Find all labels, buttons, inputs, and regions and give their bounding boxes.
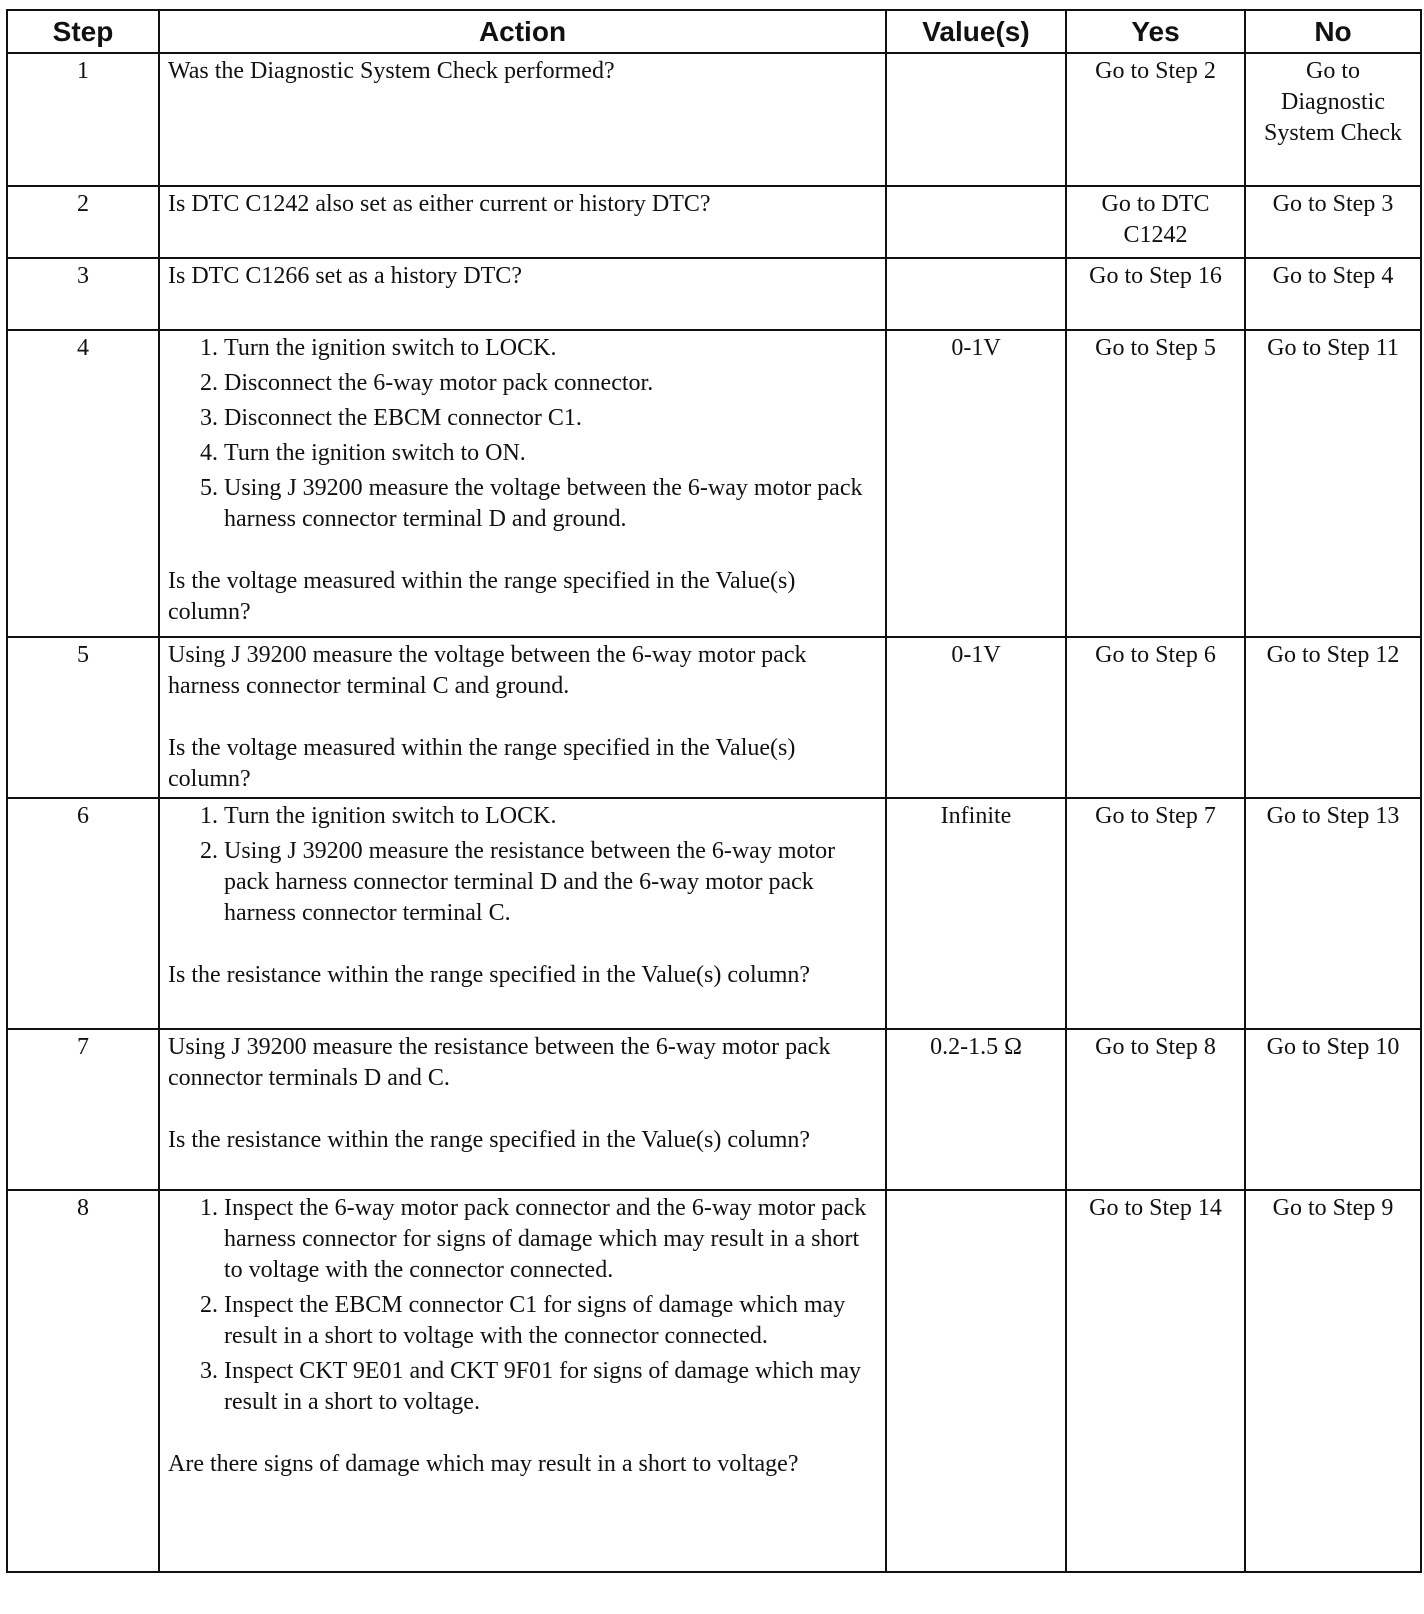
value-cell xyxy=(886,53,1066,186)
yes-cell: Go to DTC C1242 xyxy=(1066,186,1245,258)
action-steps-list xyxy=(168,1193,877,1418)
action-step-item: 1. Turn the ignition switch to LOCK. xyxy=(224,801,877,832)
table-row xyxy=(7,637,1421,798)
action-steps-list xyxy=(168,333,877,535)
value-cell: 0-1V xyxy=(886,637,1066,798)
value-cell xyxy=(886,258,1066,330)
header-yes: Yes xyxy=(1066,10,1245,53)
header-values: Value(s) xyxy=(886,10,1066,53)
action-question: Is the voltage measured within the range specified in the Value(s) column? xyxy=(168,735,796,792)
no-cell: Go to Diagnostic System Check xyxy=(1245,53,1421,186)
header-row xyxy=(7,10,1421,53)
action-question: Is DTC C1266 set as a history DTC? xyxy=(168,263,522,289)
action-cell xyxy=(159,637,886,798)
action-cell xyxy=(159,798,886,1029)
action-steps-list xyxy=(168,801,877,929)
action-cell xyxy=(159,186,886,258)
value-cell xyxy=(886,1190,1066,1572)
step-number: 5 xyxy=(7,637,159,798)
step-number: 2 xyxy=(7,186,159,258)
table-row xyxy=(7,1190,1421,1572)
table-row xyxy=(7,186,1421,258)
step-number: 6 xyxy=(7,798,159,1029)
action-instruction: Using J 39200 measure the resistance between the 6-way motor pack connector terminals D and C. xyxy=(168,1034,831,1091)
no-cell: Go to Step 3 xyxy=(1245,186,1421,258)
action-cell xyxy=(159,53,886,186)
action-step-item: 2. Disconnect the 6-way motor pack connector. xyxy=(224,368,877,399)
table-row xyxy=(7,258,1421,330)
yes-cell: Go to Step 16 xyxy=(1066,258,1245,330)
yes-cell: Go to Step 2 xyxy=(1066,53,1245,186)
action-step-item: 5. Using J 39200 measure the voltage between the 6-way motor pack harness connector terminal D and ground. xyxy=(224,473,877,535)
action-cell xyxy=(159,1029,886,1190)
action-step-item: 4. Turn the ignition switch to ON. xyxy=(224,438,877,469)
header-no: No xyxy=(1245,10,1421,53)
no-cell: Go to Step 10 xyxy=(1245,1029,1421,1190)
diagnostic-table xyxy=(6,9,1422,1573)
no-cell: Go to Step 4 xyxy=(1245,258,1421,330)
action-question: Is the resistance within the range specified in the Value(s) column? xyxy=(168,962,811,988)
table-row xyxy=(7,330,1421,637)
no-cell: Go to Step 13 xyxy=(1245,798,1421,1029)
action-step-item: 3. Inspect CKT 9E01 and CKT 9F01 for signs of damage which may result in a short to voltage. xyxy=(224,1356,877,1418)
yes-cell: Go to Step 5 xyxy=(1066,330,1245,637)
no-cell: Go to Step 12 xyxy=(1245,637,1421,798)
action-step-item: 2. Using J 39200 measure the resistance between the 6-way motor pack harness connector terminal D and the 6-way motor pack harness connector terminal C. xyxy=(224,836,877,929)
table-row xyxy=(7,1029,1421,1190)
action-step-item: 3. Disconnect the EBCM connector C1. xyxy=(224,403,877,434)
step-number: 4 xyxy=(7,330,159,637)
yes-cell: Go to Step 6 xyxy=(1066,637,1245,798)
step-number: 3 xyxy=(7,258,159,330)
value-cell: 0.2-1.5 Ω xyxy=(886,1029,1066,1190)
yes-cell: Go to Step 14 xyxy=(1066,1190,1245,1572)
action-instruction: Using J 39200 measure the voltage between the 6-way motor pack harness connector terminal C and ground. xyxy=(168,642,807,699)
yes-cell: Go to Step 8 xyxy=(1066,1029,1245,1190)
action-question: Is the resistance within the range specified in the Value(s) column? xyxy=(168,1127,811,1153)
yes-cell: Go to Step 7 xyxy=(1066,798,1245,1029)
action-question: Is DTC C1242 also set as either current or history DTC? xyxy=(168,191,711,217)
no-cell: Go to Step 11 xyxy=(1245,330,1421,637)
table-row xyxy=(7,798,1421,1029)
action-cell xyxy=(159,1190,886,1572)
header-step: Step xyxy=(7,10,159,53)
action-question: Is the voltage measured within the range specified in the Value(s) column? xyxy=(168,568,796,625)
action-cell xyxy=(159,330,886,637)
table-row xyxy=(7,53,1421,186)
value-cell xyxy=(886,186,1066,258)
step-number: 8 xyxy=(7,1190,159,1572)
step-number: 7 xyxy=(7,1029,159,1190)
action-question: Are there signs of damage which may result in a short to voltage? xyxy=(168,1451,799,1477)
value-cell: 0-1V xyxy=(886,330,1066,637)
header-action: Action xyxy=(159,10,886,53)
action-question: Was the Diagnostic System Check performed? xyxy=(168,58,615,84)
value-cell: Infinite xyxy=(886,798,1066,1029)
action-cell xyxy=(159,258,886,330)
step-number: 1 xyxy=(7,53,159,186)
action-step-item: 1. Inspect the 6-way motor pack connector and the 6-way motor pack harness connector for signs of damage which may result in a short to voltage with the connector connected. xyxy=(224,1193,877,1286)
action-step-item: 2. Inspect the EBCM connector C1 for signs of damage which may result in a short to voltage with the connector connected. xyxy=(224,1290,877,1352)
action-step-item: 1. Turn the ignition switch to LOCK. xyxy=(224,333,877,364)
no-cell: Go to Step 9 xyxy=(1245,1190,1421,1572)
